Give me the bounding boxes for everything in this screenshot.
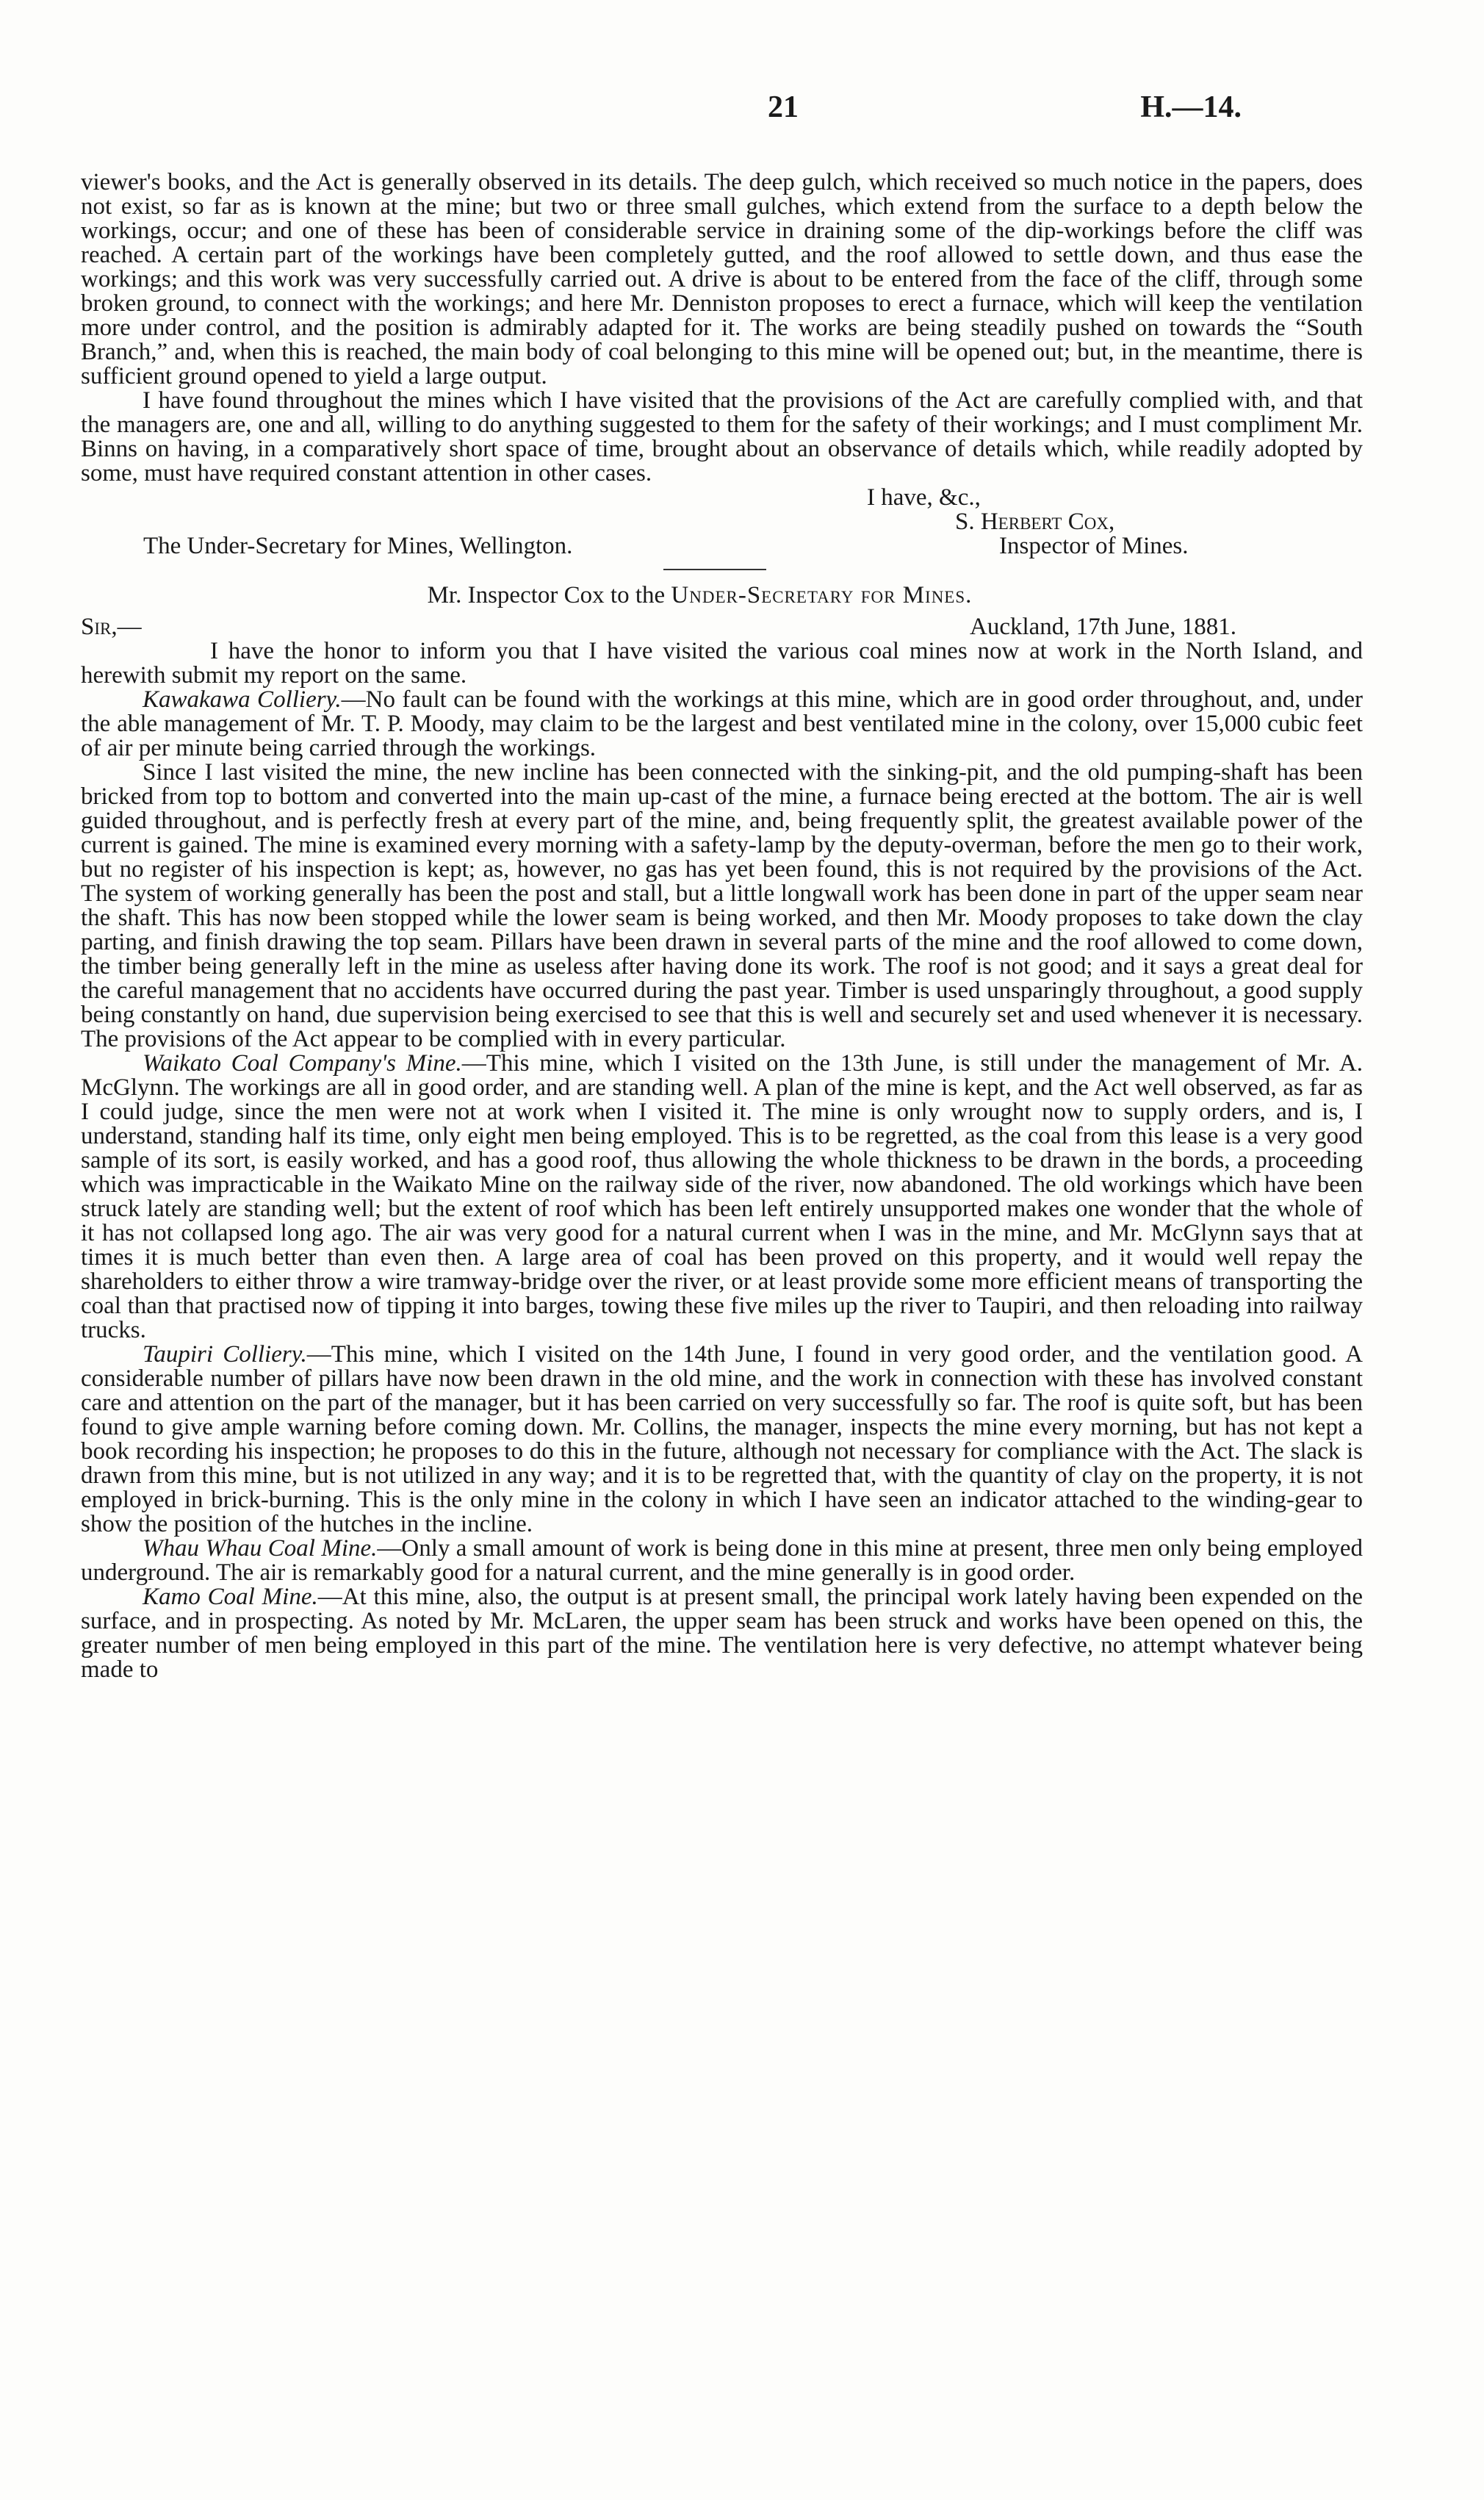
- paragraph-since: Since I last visited the mine, the new incline has been connected with the sinking-pit, and the old pumping-shaft has been bricked from top to bottom and converted into the main up-cast of the mine, a furnace being erected at the bottom. The air is well guided throughout, and is perfectly fresh at every part of the mine, and, being frequently split, the greatest available power of the current is gained. The mine is examined every morning with a safety-lamp by the deputy-overman, before the men go to their work, but no register of his inspection is kept; as, however, no gas has yet been found, this is not required by the provisions of the Act. The system of working generally has been the post and stall, but a little longwall work has been done in part of the upper seam near the shaft. This has now been stopped while the lower seam is being worked, and then Mr. Moody proposes to take down the clay parting, and finish drawing the top seam. Pillars have been drawn in several parts of the mine and the roof allowed to come down, the timber being generally left in the mine as useless after having done its work. The roof is not good; and it says a great deal for the careful management that no accidents have occurred during the past year. Timber is used unsparingly throughout, a good supply being constantly on hand, due supervision being exercised to see that this is well and securely set and used whenever it is necessary. The provisions of the Act appear to be complied with in every particular.: [81, 759, 1363, 1052]
- page-body: [81, 88, 1363, 1682]
- section-text-kamo: —At this mine, also, the output is at present small, the principal work lately having been expended on the surface, and in prospecting. As noted by Mr. McLaren, the upper seam has been struck and works have been opened on this, the greater number of men being employed in this part of the mine. The ventilation here is very defective, no attempt whatever being made to: [81, 1584, 1363, 1683]
- section-title-waikato: Waikato Coal Company's Mine.: [143, 1050, 462, 1077]
- letter-heading-recipient: Under-Secretary for Mines.: [671, 582, 973, 608]
- paragraph-intro: I have the honor to inform you that I have visited the various coal mines now at work in the North Island, and herewith submit my report on the same.: [81, 638, 1363, 689]
- document-reference: H.—14.: [1140, 90, 1242, 124]
- section-text-waikato: —This mine, which I visited on the 13th June, is still under the management of Mr. A. McGlynn. The workings are all in good order, and are standing well. A plan of the mine is kept, and the Act well observed, as far as I could judge, since the men were not at work when I visited it. The mine is only wrought now to supply orders, and is, I understand, standing half its time, only eight men being employed. This is to be regretted, as the coal from this lease is a very good sample of its sort, is easily worked, and has a good roof, thus allowing the whole thickness to be drawn in the bords, a proceeding which was impracticable in the Waikato Mine on the railway side of the river, now abandoned. The old workings which have been struck lately are standing well; but the extent of roof which has been left entirely unsupported makes one wonder that the whole of it has not collapsed long ago. The air was very good for a natural current when I was in the mine, and Mr. McGlynn says that at times it is much better than even then. A large area of coal has been proved on this property, and it would well repay the shareholders to either throw a wire tramway-bridge over the river, or at least provide some more efficient means of transporting the coal than that practised now of tipping it into barges, towing these five miles up the river to Taupiri, and then reloading into railway trucks.: [81, 1050, 1363, 1343]
- addressee-row: [81, 534, 1363, 558]
- section-text-taupiri: —This mine, which I visited on the 14th June, I found in very good order, and the ventilation good. A considerable number of pillars have now been drawn in the old mine, and the work in connection with these has involved constant care and attention on the part of the manager, but it has been carried on very successfully so far. The roof is quite soft, but has been found to give ample warning before coming down. Mr. Collins, the manager, inspects the mine every morning, but has not kept a book recording his inspection; he proposes to do this in the future, although not necessary for compliance with the Act. The slack is drawn from this mine, but is not utilized in any way; and it is to be regretted that, with the quantity of clay on the property, it is not employed in brick-burning. This is the only mine in the colony in which I have seen an indicator attached to the winding-gear to show the position of the hutches in the incline.: [81, 1341, 1364, 1537]
- place-date: Auckland, 17th June, 1881.: [970, 614, 1236, 640]
- paragraph-whau: [81, 1537, 1363, 1585]
- paragraph-waikato: [81, 1052, 1363, 1343]
- section-text-kawakawa: —No fault can be found with the workings at this mine, which are in good order throughout, and, under the able management of Mr. T. P. Moody, may claim to be the largest and best ventilated mine in the colony, over 15,000 cubic feet of air per minute being carried through the workings.: [81, 686, 1363, 761]
- paragraph-taupiri: [81, 1343, 1363, 1537]
- signatory-title: Inspector of Mines.: [999, 533, 1189, 559]
- letter-heading: [59, 583, 1341, 608]
- paragraph-kawakawa: [81, 688, 1363, 761]
- page-header: [81, 0, 1363, 124]
- addressee: The Under-Secretary for Mines, Wellington.: [143, 533, 573, 559]
- salutation: Sir,—: [81, 614, 142, 640]
- section-text-whau: —Only a small amount of work is being done in this mine at present, three men only being employed underground. The air is remarkably good for a natural current, and the mine generally is in good order.: [81, 1535, 1363, 1586]
- salutation-row: [81, 615, 1363, 639]
- closing-phrase: I have, &c.,: [867, 484, 981, 511]
- section-title-kawakawa: Kawakawa Colliery.: [143, 686, 342, 713]
- section-title-taupiri: Taupiri Colliery.: [143, 1341, 307, 1368]
- section-title-whau: Whau Whau Coal Mine.: [143, 1535, 378, 1562]
- paragraph-kamo: [81, 1585, 1363, 1682]
- letter-heading-prefix: Mr. Inspector Cox to the: [427, 582, 671, 608]
- section-title-kamo: Kamo Coal Mine.: [143, 1584, 318, 1610]
- signoff-closing: [81, 486, 1363, 510]
- section-divider: [663, 569, 766, 570]
- paragraph-compliance: I have found throughout the mines which I have visited that the provisions of the Act are carefully complied with, and that the managers are, one and all, willing to do anything suggested to them for the safety of their workings; and I must compliment Mr. Binns on having, in a comparatively short space of time, brought about an observance of details which, while readily adopted by some, must have required constant attention in other cases.: [81, 387, 1363, 486]
- signature-name: S. Herbert Cox,: [955, 509, 1115, 535]
- page-number: 21: [768, 90, 799, 124]
- paragraph-continued: viewer's books, and the Act is generally observed in its details. The deep gulch, which received so much notice in the papers, does not exist, so far as is known at the mine; but two or three small gulches, which extend from the surface to a depth below the workings, occur; and one of these has been of considerable service in draining some of the dip-workings before the cliff was reached. A certain part of the workings have been completely gutted, and the roof allowed to settle down, and thus ease the workings; and this work was very successfully carried out. A drive is about to be entered from the face of the cliff, through some broken ground, to connect with the workings; and here Mr. Denniston proposes to erect a furnace, which will keep the ventilation more under control, and the position is admirably adapted for it. The works are being steadily pushed on towards the “South Branch,” and, when this is reached, the main body of coal belonging to this mine will be opened out; but, in the meantime, there is sufficient ground opened to yield a large output.: [81, 169, 1363, 389]
